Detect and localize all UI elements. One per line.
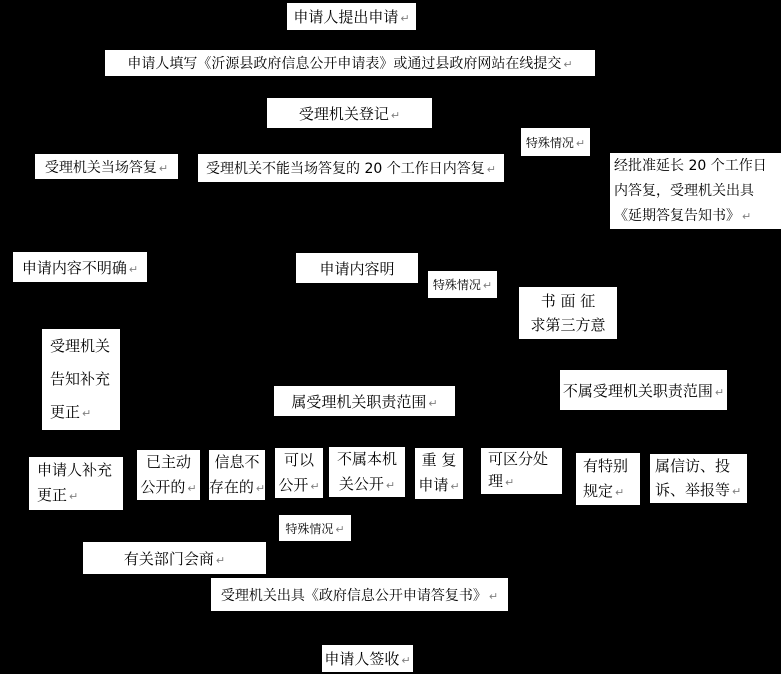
line-end-mark-icon: ↵ [82, 406, 92, 420]
node-text-line: 更正 ↵ [50, 402, 92, 421]
node-third-party-opinion [519, 287, 617, 339]
line-end-mark-icon: ↵ [486, 163, 496, 176]
node-fill-form [105, 50, 595, 76]
node-text-line: 受理机关 [50, 336, 111, 355]
node-text-line: 内答复，受理机关出具 [614, 182, 754, 199]
node-reply-20-days [198, 154, 504, 182]
line-end-mark-icon: ↵ [482, 279, 493, 292]
line-end-mark-icon: ↵ [310, 479, 320, 493]
line-end-mark-icon: ↵ [69, 490, 79, 503]
node-not-exist [209, 450, 265, 500]
node-text-line: 规定 ↵ [583, 481, 625, 500]
node-text-line: 告知补充 [50, 369, 111, 388]
node-apply [287, 3, 416, 30]
line-end-mark-icon: ↵ [742, 209, 752, 223]
line-end-mark-icon: ↵ [390, 108, 401, 122]
line-end-mark-icon: ↵ [401, 654, 411, 667]
node-text-line: 经批准延长 20 个工作日 [614, 157, 767, 174]
node-text-line: 重 复 [421, 451, 457, 469]
node-text-line: 特殊情况 ↵ [432, 278, 493, 292]
node-out-of-scope [560, 370, 727, 410]
node-already-public [137, 450, 200, 500]
node-text-line: 诉、举报等 ↵ [655, 480, 742, 499]
node-content-unclear [13, 252, 147, 282]
node-text-line: 申请人填写《沂源县政府信息公开申请表》或通过县政府网站在线提交 ↵ [127, 56, 573, 72]
node-onspot-reply [35, 154, 178, 179]
node-dept-consult [83, 542, 266, 574]
node-special-case-1 [521, 128, 590, 156]
node-special-case-3 [279, 515, 351, 541]
line-end-mark-icon: ↵ [128, 262, 139, 276]
node-in-scope [274, 386, 455, 416]
line-end-mark-icon: ↵ [563, 58, 573, 71]
node-text-line: 申请人提出申请 ↵ [293, 8, 410, 26]
line-end-mark-icon: ↵ [488, 589, 499, 603]
node-text-line: 受理机关出具《政府信息公开申请答复书》 ↵ [220, 587, 499, 604]
node-text-line: 更正 ↵ [37, 486, 79, 504]
line-end-mark-icon: ↵ [615, 485, 625, 499]
line-end-mark-icon: ↵ [400, 12, 410, 25]
node-text-line: 信息不 [214, 452, 260, 471]
node-notify-supplement [42, 329, 120, 430]
node-text-line: 不属受理机关职责范围 ↵ [562, 381, 725, 400]
node-special-case-2 [428, 271, 497, 298]
node-text-line: 书 面 征 [540, 292, 596, 310]
line-end-mark-icon: ↵ [335, 522, 345, 536]
line-end-mark-icon: ↵ [732, 484, 742, 498]
line-end-mark-icon: ↵ [187, 481, 197, 495]
node-text-line: 受理机关登记 ↵ [298, 104, 401, 123]
node-petition-report [650, 454, 747, 503]
line-end-mark-icon: ↵ [714, 385, 725, 399]
node-extend-reply [610, 153, 781, 229]
node-text-line: 《延期答复告知书》 ↵ [614, 207, 752, 224]
line-end-mark-icon: ↵ [215, 553, 226, 567]
node-text-line: 存在的 ↵ [208, 477, 266, 496]
node-content-clear [296, 253, 418, 283]
node-applicant-sign [322, 645, 413, 672]
node-text-line: 可以 [283, 450, 314, 469]
node-text-line: 不属本机 [336, 449, 397, 468]
node-repeat-apply [415, 448, 463, 499]
node-register [267, 98, 432, 128]
node-can-public [275, 448, 323, 498]
line-end-mark-icon: ↵ [255, 481, 266, 495]
node-text-line: 已主动 [145, 452, 191, 471]
node-text-line: 特殊情况 ↵ [285, 521, 345, 536]
node-text-line: 属受理机关职责范围 ↵ [291, 392, 438, 411]
node-reply-document [211, 578, 508, 611]
line-end-mark-icon: ↵ [505, 476, 515, 489]
node-special-rule [576, 453, 640, 505]
node-text-line: 关公开 ↵ [338, 474, 396, 493]
node-text-line: 申请内容明 [319, 259, 395, 278]
node-text-line: 求第三方意 [530, 316, 606, 334]
node-text-line: 有特别 [583, 456, 629, 475]
node-divisible-handle [481, 448, 562, 494]
node-text-line: 受理机关当场答复 ↵ [44, 159, 169, 176]
node-text-line: 属信访、投 [655, 456, 731, 475]
node-text-line: 申请内容不明确 ↵ [21, 258, 139, 277]
node-text-line: 申请人签收 ↵ [324, 650, 411, 668]
line-end-mark-icon: ↵ [385, 478, 396, 492]
line-end-mark-icon: ↵ [450, 480, 460, 493]
node-text-line: 特殊情况 ↵ [525, 135, 586, 150]
node-text-line: 申请人补充 [37, 461, 113, 479]
node-text-line: 申请 ↵ [418, 476, 460, 494]
node-text-line: 有关部门会商 ↵ [123, 549, 226, 568]
node-text-line: 公开的 ↵ [140, 477, 197, 496]
line-end-mark-icon: ↵ [158, 161, 169, 175]
node-applicant-supplement [29, 457, 123, 510]
line-end-mark-icon: ↵ [575, 136, 586, 150]
line-end-mark-icon: ↵ [428, 396, 438, 410]
node-text-line: 受理机关不能当场答复的 20 个工作日内答复 ↵ [206, 161, 496, 177]
node-text-line: 公开 ↵ [278, 475, 320, 494]
node-text-line: 理 ↵ [488, 472, 515, 490]
node-text-line: 可区分处 [488, 450, 549, 468]
node-other-org-public [329, 447, 405, 497]
